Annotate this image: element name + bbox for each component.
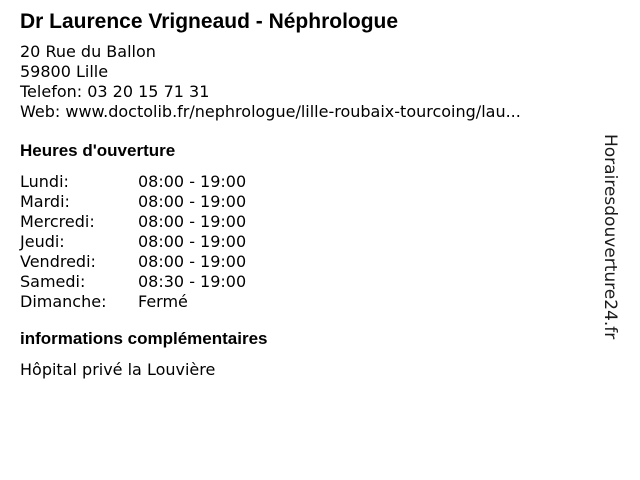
street-address: 20 Rue du Ballon xyxy=(20,42,156,61)
hours-row-tuesday xyxy=(20,192,610,212)
day-label: Vendredi: xyxy=(20,252,96,271)
day-label: Jeudi: xyxy=(20,232,65,251)
hours-row-thursday xyxy=(20,232,610,252)
opening-hours-table xyxy=(20,172,610,312)
hours-value: 08:30 - 19:00 xyxy=(138,272,247,291)
hours-value: 08:00 - 19:00 xyxy=(138,212,247,231)
additional-info-heading: informations complémentaires xyxy=(20,329,268,348)
hours-row-friday xyxy=(20,252,610,272)
website-link: Web: www.doctolib.fr/nephrologue/lille-roubaix-tourcoing/lau... xyxy=(20,102,521,121)
day-label: Samedi: xyxy=(20,272,86,291)
additional-info-text: Hôpital privé la Louvière xyxy=(20,360,216,379)
city-address: 59800 Lille xyxy=(20,62,109,81)
day-label: Mardi: xyxy=(20,192,70,211)
phone-number: Telefon: 03 20 15 71 31 xyxy=(20,82,210,101)
site-brand-watermark: Horairesdouverture24.fr xyxy=(600,134,620,340)
hours-row-sunday xyxy=(20,292,610,312)
hours-row-saturday xyxy=(20,272,610,292)
page-title: Dr Laurence Vrigneaud - Néphrologue xyxy=(20,10,399,33)
hours-value: 08:00 - 19:00 xyxy=(138,192,247,211)
day-label: Dimanche: xyxy=(20,292,107,311)
business-details xyxy=(20,8,610,380)
day-label: Lundi: xyxy=(20,172,69,191)
hours-value: Fermé xyxy=(138,292,188,311)
hours-row-wednesday xyxy=(20,212,610,232)
hours-value: 08:00 - 19:00 xyxy=(138,172,247,191)
hours-value: 08:00 - 19:00 xyxy=(138,252,247,271)
hours-value: 08:00 - 19:00 xyxy=(138,232,247,251)
address-block xyxy=(20,42,610,122)
day-label: Mercredi: xyxy=(20,212,95,231)
hours-row-monday xyxy=(20,172,610,192)
opening-hours-heading: Heures d'ouverture xyxy=(20,141,176,160)
